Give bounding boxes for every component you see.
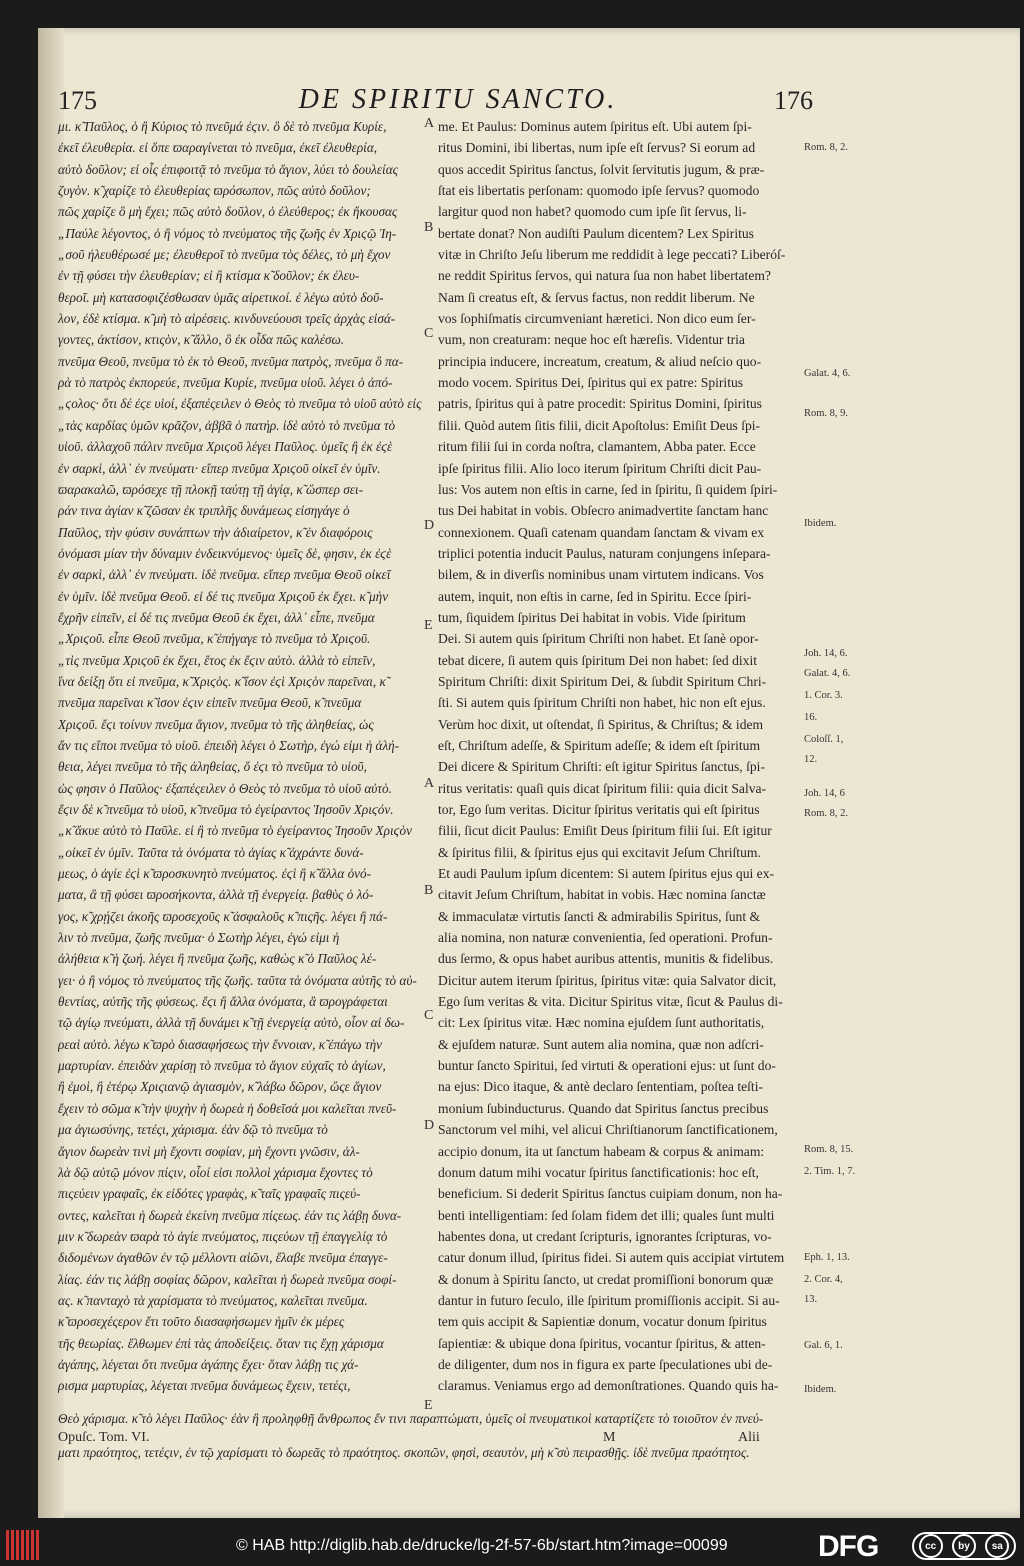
latin-text-line: cit: Lex ſpiritus vitæ. Hæc nomina ejuſdem ſunt authoritatis,	[438, 1015, 765, 1031]
latin-text-line: Dei. Si autem quis ſpiritum Chriſti non habet. Et ſanè opor-	[438, 631, 759, 647]
section-marker: A	[424, 776, 435, 791]
latin-text-line: filii, ſicut dicit Paulus: Emiſit Deus ſpiritum filii ſui. Eſt igitur	[438, 823, 772, 839]
greek-text-line: διδομένων ἀγαθῶν ἐν τῷ μέλλοντι αἰῶνι, ἔλαβε πνεῦμα ἐπαγγε-	[58, 1250, 388, 1266]
signature-middle: M	[603, 1430, 616, 1445]
margin-note: 13.	[804, 1294, 818, 1305]
greek-text-line: οντες, καλεῖται ἡ δωρεὰ ἐκείνη πνεῦμα πίςεως. ἐάν τις λάβῃ δυνα-	[58, 1207, 402, 1223]
latin-text-line: eſt, Chriſtum adeſſe, & Spiritum adeſſe; & idem eſt ſpiritum	[438, 737, 761, 753]
section-marker: D	[424, 518, 435, 533]
greek-text-line: κ̃ ϖροσεχέςερον ἔτι τοῦτο διασαφήσωμεν ἡμῖν ἐκ μέρες	[58, 1314, 345, 1330]
latin-text-line: citavit Jeſum Chriſtum, habitat in vobis. Hæc nomina ſanctæ	[438, 887, 766, 903]
section-marker: A	[424, 116, 435, 131]
greek-text-line: λίας. ἐάν τις λάβῃ σοφίας δῶρον, καλεῖται ἡ δωρεὰ πνεῦμα σοφί-	[58, 1271, 397, 1287]
latin-text-line: patris, ſpiritus qui à patre procedit: Spiritus Domini, ſpiritus	[438, 396, 762, 412]
margin-note: 2. Cor. 4,	[804, 1274, 843, 1285]
latin-text-line: Dicitur autem iterum ſpiritus, ſpiritus vitæ: quia Salvator dicit,	[438, 972, 777, 988]
margin-note: Galat. 4, 6.	[804, 668, 851, 679]
greek-text-line: Χριϛοῦ. ἔϛι τοίνυν πνεῦμα ἅγιον, πνεῦμα τὸ τῆς ἀληθείας, ὡς	[58, 716, 374, 732]
greek-text-line: αὐτὸ δοῦλον; εἰ οἷς ἐπιφοιτᾷ τὸ πνεῦμα τὸ ἅγιον, λύει τὸ δουλείας	[58, 161, 398, 177]
margin-note: Joh. 14, 6.	[804, 648, 848, 659]
margin-note: Eph. 1, 13.	[804, 1252, 850, 1263]
greek-text-line: λὰ δῷ αὐτῷ μόνον πίςιν, οἷοί εἰσι πολλοὶ χάρισμα ἔχοντες τὸ	[58, 1164, 373, 1180]
margin-note: 1. Cor. 3.	[804, 690, 843, 701]
margin-note: Rom. 8, 2.	[804, 142, 849, 153]
greek-text-line: πνεῦμα παρεῖναι κ̃ ἰσον ἐϛιν εἰπεῖν πνεῦμα Θεοῦ, κ̃ πνεῦμα	[58, 695, 362, 711]
section-marker: B	[424, 220, 434, 235]
greek-text-line: Παῦλος, τὴν φύσιν συνάπτων τὴν ἀδιαίρετον, κ̃ ἐν διαφόροις	[58, 524, 373, 540]
latin-text-line: modo vocem. Spiritus Dei, ſpiritus qui ex patre: Spiritus	[438, 375, 744, 391]
greek-text-line: ματα, ἃ τῇ φύσει ϖροσήκοντα, ἀλλὰ τῇ ἐνεργείᾳ. βαθὺς ὁ λό-	[58, 887, 374, 903]
latin-text-line: & donum à Spiritu ſancto, ut credat promiſſioni bonorum quæ	[438, 1271, 774, 1287]
greek-text-line: ἀλήθεια κ̃ ἡ ζωή. λέγει ἢ πνεῦμα ζωῆς, καθὼς κ̃ ὁ Παῦλος λέ-	[58, 951, 377, 967]
latin-text-line: dus ſermo, & opus habet auribus attentis, munitis & fidelibus.	[438, 951, 774, 967]
latin-text-line: tem quis accipit & Sapientiæ donum, vocatur donum ſpiritus	[438, 1314, 767, 1330]
latin-text-line: bertate donat? Non audiſti Paulum dicentem? Lex Spiritus	[438, 225, 754, 241]
greek-text-line: γος, κ̃ χρῄζει ἀκοῆς ϖροσεχοῦς κ̃ ἀσφαλοῦς κ̃ πιςῆς. λέγει ἢ πά-	[58, 908, 388, 924]
latin-text-line: Ego ſum veritas & vita. Dicitur Spiritus vitæ, ſicut & Paulus di-	[438, 994, 783, 1010]
greek-text-line: „ϛολος· ὅτι δέ ἐϛε υἱοί, ἐξαπέςειλεν ὁ Θεὸς τὸ πνεῦμα τὸ υἱοῦ αὐτὸ εἰς	[58, 396, 422, 412]
latin-text-line: bilem, & in diverſis nominibus unam virtutem indicans. Vos	[438, 567, 764, 583]
greek-text-line: γοντες, ἀκτίσον, κτιςὸν, κ̃ ἄλλο, ὃ ἐκ οἶδα πῶς καλέσω.	[58, 332, 345, 348]
greek-text-line: τῷ ἁγίῳ πνεύματι, ἀλλὰ τῇ δυνάμει κ̃ τῇ ἐνεργείᾳ αὐτὸ, οἷον αἱ δω-	[58, 1015, 405, 1031]
greek-text-line: „τὶς πνεῦμα Χριϛοῦ ἐκ ἔχει, ἕτος ἐκ ἔϛιν αὐτὸ. ἀλλὰ τὸ εἰπεῖν,	[58, 652, 376, 668]
greek-text-line: ράν τινα ἁγίαν κ̃ ζῶσαν ἐκ τριπλῆς δυνάμεως εἰσηγάγε ὁ	[58, 503, 350, 519]
latin-text-line: ipſe ſpiritus filii. Alio loco iterum ſpiritum Chriſti dicit Pau-	[438, 460, 762, 476]
greek-text-line: μαρτυρίαν. ἐπειδὰν χαρίσῃ τὸ πνεῦμα τὸ ἅγιον εὐχαῖς τὸ ἁγίων,	[58, 1058, 386, 1074]
greek-text-line: μι. κ̃ Παῦλος, ὁ ἢ Κύριος τὸ πνεῦμά ἐϛιν. ὃ δὲ τὸ πνεῦμα Κυρίε,	[58, 119, 387, 134]
section-marker: E	[424, 618, 433, 633]
greek-text-line: πῶς χαρίζε ὃ μὴ ἔχει; πῶς αὐτὸ δοῦλον, ὁ ἐλεύθερος; ἐκ ἤκουσας	[58, 204, 398, 220]
footer-greek-line: Θεὸ χάρισμα. κ̃ τὸ λέγει Παῦλος· ἐὰν ἢ προληφθῇ ἄνθρωπος ἔν τινι παραπτώματι, ὑμεῖς οἱ πνευματικοὶ καταρτίζετε τὸ τοιοῦτον ἐν πνεύ-	[58, 1411, 764, 1427]
margin-note: 16.	[804, 712, 818, 723]
greek-text-line: θεντίας, αὐτῆς τῆς φύσεως. ἔϛι ἢ ἄλλα ὀνόματα, ἃ ϖρογράφεται	[58, 994, 388, 1010]
latin-text-line: ritus Domini, ibi libertas, num ipſe eſt ſervus? Si eorum ad	[438, 140, 756, 156]
greek-text-line: ἵνα δείξῃ ὅτι εἰ πνεῦμα, κ̃ Χριϛὸς. κ̃ ἴσον ἐϛὶ Χριϛὸν παρεῖναι, κ̃	[58, 673, 386, 689]
greek-text-line: ὀνόμασι μίαν τὴν δύναμιν ἐνδεικνύμενος· ὑμεῖς δὲ, φησιν, ἐκ ἐϛὲ	[58, 545, 392, 561]
margin-note: Rom. 8, 15.	[804, 1144, 854, 1155]
greek-text-line: υἱοῦ. ἀλλαχοῦ πάλιν πνεῦμα Χριϛοῦ λέγει Παῦλος. ὑμεῖς ἢ ἐκ ἐϛὲ	[58, 439, 393, 455]
latin-text-line: vos ſophiſmatis circumveniant hæretici. Non dico eum ſer-	[438, 311, 756, 327]
margin-note: Rom. 8, 2.	[804, 808, 849, 819]
latin-text-line: donum datum mihi vocatur ſpiritus ſanctificationis: hoc eſt,	[438, 1164, 759, 1180]
margin-note: Rom. 8, 9.	[804, 408, 849, 419]
latin-text-line: vum, non creaturam: neque hoc eſt hæreſis. Videntur tria	[438, 332, 745, 348]
latin-text-line: ſapientiæ: & ubique dona ſpiritus, vocantur ſpiritus, & atten-	[438, 1335, 766, 1351]
greek-text-line: θεια, λέγει πνεῦμα τὸ τῆς ἀληθείας, ὅ ἐϛι τὸ πνεῦμα τὸ υἱοῦ,	[58, 759, 367, 775]
latin-text-line: lus: Vos autem non eſtis in carne, ſed in ſpiritu, ſi quidem ſpiri-	[438, 481, 778, 497]
latin-text-line: alia nomina, non naturæ convenientia, ſed operationi. Profun-	[438, 930, 773, 946]
section-marker: B	[424, 883, 434, 898]
section-marker: D	[424, 1118, 435, 1133]
latin-text-line: me. Et Paulus: Dominus autem ſpiritus eſt. Ubi autem ſpi-	[438, 119, 752, 134]
latin-text-line: tebat dicere, ſi autem quis ſpiritum Dei non habet: ſed dixit	[438, 652, 757, 668]
latin-text-line: Verùm hoc dixit, ut oſtendat, ſi Spiritus, & Chriſtus; & idem	[438, 716, 764, 732]
right-page-number: 176	[774, 86, 813, 115]
by-icon: by	[952, 1534, 976, 1558]
greek-text-line: ἀγάπης, λέγεται ὅτι πνεῦμα ἀγάπης ἔχει· ὅταν λάβῃ τις χά-	[58, 1356, 359, 1372]
greek-text-line: ἔχρῆν εἰπεῖν, εἰ δέ τις πνεῦμα Θεοῦ ἐκ ἔχει, ἀλλ᾽ εἶπε, πνεῦμα	[58, 609, 375, 625]
latin-text-line: Spiritum Chriſti: dixit Spiritum Dei, & ſubdit Spiritum Chri-	[438, 673, 767, 689]
margin-note: Galat. 4, 6.	[804, 368, 851, 379]
footer-greek-text	[58, 1395, 798, 1477]
greek-text-line: ἐκεῖ ἐλευθερία. εἰ ὅπε ϖαραγίνεται τὸ πνεῦμα, ἐκεῖ ἐλευθερία,	[58, 140, 378, 156]
greek-text-line: ἐν ὑμῖν. ἰδὲ πνεῦμα Θεοῦ. εἰ δέ τις πνεῦμα Χριϛοῦ ἐκ ἔχει. κ̃ μὴν	[58, 588, 389, 604]
margin-note: Ibidem.	[804, 518, 837, 529]
greek-text-line: λιν τὸ πνεῦμα, ζωῆς πνεῦμα· ὁ Σωτὴρ λέγει, ἐγώ εἰμι ἡ	[58, 930, 340, 946]
sa-icon: sa	[985, 1534, 1009, 1558]
greek-text-line: ϖαρακαλῶ, ϖρόσεχε τῇ πλοκῇ ταύτῃ τῇ ἁγίᾳ, κ̃ ὥσπερ σει-	[58, 481, 363, 497]
greek-text-line: „Παύλε λέγοντος, ὁ ἢ νόμος τὸ πνεύματος τῆς ζωῆς ἐν Χριϛῷ Ἰη-	[58, 225, 397, 241]
greek-text-line: „τὰς καρδίας ὑμῶν κρᾶζον, ἀββᾶ ὁ πατήρ. ἰδὲ αὐτὸ τὸ πνεῦμα τὸ	[58, 417, 396, 433]
latin-text-line: & immaculatæ virtutis ſancti & admirabilis Spiritus, ſunt &	[438, 908, 761, 924]
latin-text-line: de diligenter, dum nos in figura ex parte ſpeculationes ubi de-	[438, 1356, 773, 1372]
latin-text-line: principia inducere, increatum, creatum, & aliud neſcio quo-	[438, 353, 762, 369]
greek-text-line: ἔϛιν δὲ κ̃ πνεῦμα τὸ υἱοῦ, κ̃ πνεῦμα τὸ ἐγείραντος Ἰησοῦν Χριϛόν.	[58, 802, 394, 817]
latin-text-line: benti intelligentiam: ſed ſolam fidem det illi; quales ſunt multi	[438, 1207, 775, 1223]
greek-text-line: „κ̃ ἄκυε αὐτὸ τὸ Παῦλε. εἰ ἢ τὸ πνεῦμα τὸ ἐγείραντος Ἰησοῦν Χριϛὸν	[58, 823, 412, 839]
latin-text-line: na ejus: Dico itaque, & antè declaro ſententiam, poſtea teſti-	[438, 1079, 763, 1095]
latin-text-line: buntur ſancto Spiritui, ſed virtuti & operationi ejus: ut ſunt do-	[438, 1058, 776, 1074]
greek-text-line: ἐν σαρκὶ, ἀλλ᾽ ἐν πνεύματι. ἰδὲ πνεῦμα. εἴπερ πνεῦμα Θεοῦ οἰκεῖ	[58, 567, 391, 583]
latin-text-column	[438, 116, 800, 1396]
greek-text-line: „οἰκεῖ ἐν ὑμῖν. Ταῦτα τὰ ὀνόματα τὸ ἁγίας κ̃ ἀχράντε δυνά-	[58, 844, 364, 860]
latin-text-line: ſtat eis libertatis perſonam: quomodo ipſe ſervus? quomodo	[438, 183, 760, 199]
latin-text-line: Sanctorum vel mihi, vel alicui Chriſtianorum ſanctificationem,	[438, 1122, 778, 1138]
latin-text-line: monium ſubinducturus. Quando dat Spiritus ſanctus precibus	[438, 1100, 769, 1116]
margin-note: Gal. 6, 1.	[804, 1340, 843, 1351]
latin-text-line: tum, ſiquidem ſpiritus Dei habitat in vobis. Vide ſpiritum	[438, 609, 746, 625]
greek-text-line: ρεαὶ αὐτὸ. λέγω κ̃ ϖρὸ διασαφήσεως τὴν ἔννοιαν, κ̃ ἐπάγω τὴν	[58, 1036, 383, 1052]
latin-text-line: filii. Quòd autem ſitis filii, dicit Apoſtolus: Emiſit Deus ſpi-	[438, 417, 761, 433]
greek-text-line: ρισμα μαρτυρίας, λέγεται πνεῦμα δυνάμεως ἔχειν, τετέςι,	[58, 1378, 351, 1394]
section-marker: C	[424, 326, 434, 341]
latin-text-line: connexionem. Quaſi catenam quandam ſanctam & vivam ex	[438, 524, 765, 540]
greek-text-line: ἐν τῇ φύσει τὴν ἐλευθερίαν; εἰ ἢ κτίσμα κ̃ δοῦλον; ἐκ ἐλευ-	[58, 268, 360, 284]
signature-left: Opuſc. Tom. VI.	[58, 1430, 150, 1445]
greek-text-line: λον, ἐδὲ κτίσμα. κ̃ μὴ τὸ αἱρέσεις. κινδυνεύουσι τρεῖς ἀρχὰς εἰσά-	[58, 311, 396, 327]
greek-text-line: πιςεύειν γραφαῖς, ἐκ εἰδότες γραφὰς, κ̃ ταῖς γραφαῖς πιςεύ-	[58, 1186, 361, 1202]
greek-text-line: ἅγιον δωρεὰν τινὶ μὴ ἔχοντι σοφίαν, μὴ ἔχοντι γνῶσιν, ἀλ-	[58, 1143, 360, 1159]
greek-text-line: τῆς θεωρίας. ἔλθωμεν ἐπὶ τὰς ἀποδείξεις. ὅταν τις ἔχῃ χάρισμα	[58, 1335, 384, 1351]
cc-icon: cc	[919, 1534, 943, 1558]
latin-text-line: tor, Ego ſum veritas. Dicitur ſpiritus veritatis qui eſt ſpiritus	[438, 802, 760, 817]
footer-greek-line: ματι πραότητος, τετέςιν, ἐν τῷ χαρίσματι τὸ δωρεᾶς τὸ πραότητος. σκοπῶν, φησὶ, σεαυτὸν, μὴ κ̃ σὺ πειρασθῇς. ἰδὲ πνεῦμα πραότητος.	[58, 1445, 750, 1461]
margin-note: Coloſſ. 1,	[804, 734, 844, 745]
copyright-link[interactable]: © HAB http://diglib.hab.de/drucke/lg-2f-57-6b/start.htm?image=00099	[236, 1537, 728, 1554]
greek-text-line: „σοῦ ἠλευθέρωσέ με; ἐλευθεροῖ τὸ πνεῦμα τὸς δέλες, τὸ μὴ ἔχον	[58, 247, 391, 263]
greek-text-line: θεροῖ. μὴ κατασοφιζέσθωσαν ὑμᾶς αἱρετικοί. ἐ λέγω αὐτὸ δοῦ-	[58, 289, 384, 305]
barcode-icon	[6, 1530, 40, 1560]
greek-text-line: „Χριϛοῦ. εἶπε Θεοῦ πνεῦμα, κ̃ ἐπήγαγε τὸ πνεῦμα τὸ Χριϛοῦ.	[58, 631, 371, 647]
viewer-footer	[0, 1526, 1024, 1566]
book-page	[38, 28, 1020, 1518]
latin-text-line: autem, inquit, non eſtis in carne, ſed in Spiritu. Ecce ſpiri-	[438, 588, 752, 604]
left-page-number: 175	[58, 86, 97, 115]
greek-text-line: ἄν τις εἴποι πνεῦμα τὸ υἱοῦ. ἐπειδὴ λέγει ὁ Σωτὴρ, ἐγώ εἰμι ἡ ἀλή-	[58, 737, 400, 753]
running-head: DE SPIRITU SANCTO.	[298, 84, 618, 115]
latin-text-line: Nam ſi creatus eſt, & ſervus factus, non reddit liberum. Ne	[438, 289, 755, 305]
greek-text-line: ἐν σαρκὶ, ἀλλ᾽ ἐν πνεύματι· εἴπερ πνεῦμα Χριϛοῦ οἰκεῖ ἐν ὑμῖν.	[58, 460, 381, 476]
margin-note: Ibidem.	[804, 1384, 837, 1395]
greek-text-line: μεως, ὁ ἀγίε ἐϛὶ κ̃ ϖροσκυνητὸ πνεύματος. ἐϛὶ ἢ κ̃ ἄλλα ὀνό-	[58, 866, 371, 882]
greek-text-line: ρὰ τὸ πατρὸς ἐκπορεύε, πνεῦμα Κυρίε, πνεῦμα υἱοῦ. λέγει ὁ ἀπό-	[58, 375, 393, 391]
greek-text-line: πνεῦμα Θεοῦ, πνεῦμα τὸ ἐκ τὸ Θεοῦ, πνεῦμα πατρὸς, πνεῦμα ὃ πα-	[58, 353, 404, 369]
latin-text-line: beneficium. Si dederit Spiritus ſanctus cuipiam donum, non ha-	[438, 1186, 783, 1202]
license-badge[interactable]	[912, 1532, 1016, 1560]
catchword: Alii	[738, 1430, 760, 1445]
latin-text-line: habentes dona, ut credant ſcripturis, ignorantes ſcripturas, vo-	[438, 1228, 772, 1244]
greek-text-line: ἢ ἐμοὶ, ἢ ἑτέρῳ Χριςιανῷ ἁγιασμὸν, κ̃ λάβω δῶρον, ὥςε ἅγιον	[58, 1079, 382, 1095]
latin-text-line: dantur in futuro ſeculo, ille ſpiritum promiſſionis accipit. Si au-	[438, 1292, 780, 1308]
latin-text-line: ne reddit Spiritus ſervos, qui natura ſua non habet libertatem?	[438, 268, 771, 284]
latin-text-line: claramus. Veniamus ergo ad demonſtrationes. Quando quis ha-	[438, 1378, 779, 1394]
latin-text-line: quos accedit Spiritus ſanctus, ſolvit ſervitutis jugum, & præ-	[438, 161, 765, 177]
latin-text-line: catur donum illud, ſpiritus fidei. Si autem quis accipiat virtutem	[438, 1250, 785, 1266]
latin-text-line: vitæ in Chriſto Jeſu liberum me reddidit à lege peccati? Liberóſ-	[438, 247, 786, 263]
margin-note: 2. Tim. 1, 7.	[804, 1166, 856, 1177]
latin-text-line: ritum filii ſui in corda noſtra, clamantem, Abba pater. Ecce	[438, 439, 756, 455]
latin-text-line: & ſpiritus filii, & ſpiritus ejus qui excitavit Jeſum Chriſtum.	[438, 844, 761, 860]
latin-text-line: triplici potentia inducit Paulus, naturam conjungens inſepara-	[438, 545, 771, 561]
greek-text-line: ας. κ̃ πανταχὸ τὰ χαρίσματα τὸ πνεύματος, καλεῖται πνεῦμα.	[58, 1292, 368, 1308]
latin-text-line: ritus veritatis: quaſi quis dicat ſpiritum filii: quia dicit Salva-	[438, 780, 767, 796]
latin-text-line: tus Dei habitat in vobis. Obſecro animadvertite ſanctam hanc	[438, 503, 769, 519]
greek-text-line: γει· ὁ ἢ νόμος τὸ πνεύματος τῆς ζωῆς. ταῦτα τὰ ὀνόματα αὐτῆς τὸ αὐ-	[58, 972, 417, 988]
greek-text-line: ὡς φησιν ὁ Παῦλος· ἐξαπέςειλεν ὁ Θεὸς τὸ πνεῦμα τὸ υἱοῦ αὐτὸ.	[58, 780, 392, 796]
latin-text-line: Et audi Paulum ipſum dicentem: Si autem ſpiritus ejus qui ex-	[438, 866, 775, 882]
latin-text-line: accipio donum, ita ut ſanctum habeam & corpus & animam:	[438, 1143, 765, 1159]
greek-text-line: ζυγὸν. κ̃ χαρίζε τὸ ἐλευθερίας ϖρόσωπον, πῶς αὐτὸ δοῦλον;	[58, 183, 371, 199]
latin-text-line: largitur quod non habet? quomodo cum ipſe ſit ſervus, li-	[438, 204, 747, 220]
latin-text-line: & ejuſdem naturæ. Sunt autem alia nomina, quæ non adſcri-	[438, 1036, 764, 1052]
greek-text-line: ἔχειν τὸ σῶμα κ̃ τὴν ψυχὴν ἡ δωρεὰ ἡ δοθεῖσά μοι καλεῖται πνεῦ-	[58, 1100, 397, 1116]
margin-note: Joh. 14, 6	[804, 788, 845, 799]
latin-text-line: Dei dicere & Spiritum Chriſti: eſt igitur Spiritus ſanctus, ſpi-	[438, 759, 765, 775]
margin-note: 12.	[804, 754, 818, 765]
dfg-logo[interactable]: DFG	[818, 1530, 879, 1563]
greek-text-column	[58, 116, 430, 1396]
greek-text-line: μα ἁγιωσύνης, τετέςι, χάρισμα. ἐὰν δῷ τὸ πνεῦμα τὸ	[58, 1122, 328, 1138]
section-marker: C	[424, 1008, 434, 1023]
section-marker: E	[424, 1398, 433, 1413]
latin-text-line: ſti. Si autem quis ſpiritum Chriſti non habet, hic non eſt ejus.	[438, 695, 766, 711]
greek-text-line: μιν κ̃ δωρεὰν ϖαρὰ τὸ ἁγίε πνεύματος, πιςεύων τῇ ἐπαγγελίᾳ τὸ	[58, 1228, 388, 1244]
